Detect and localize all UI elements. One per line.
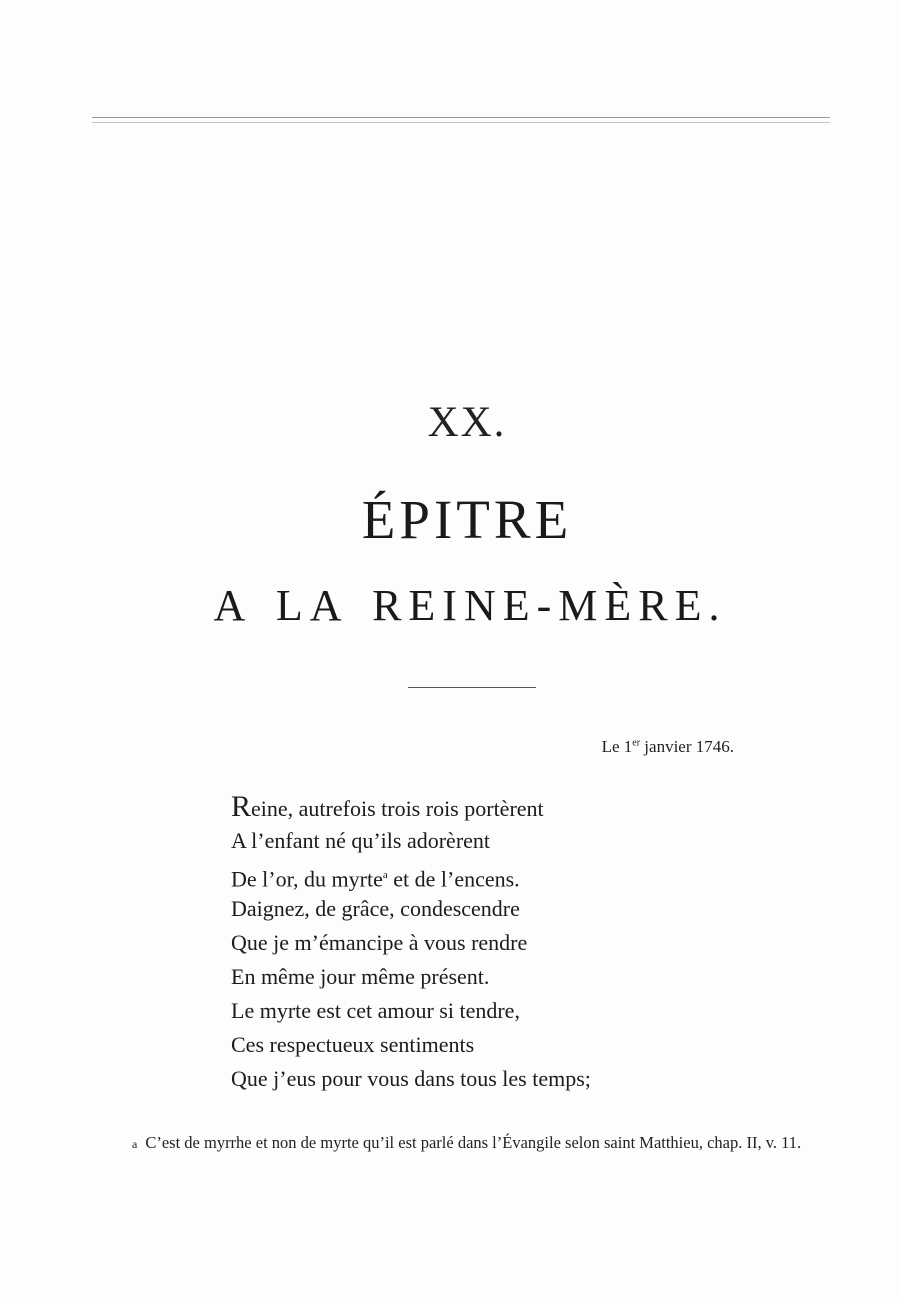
footnote-reference: a (382, 869, 388, 881)
title-divider (408, 687, 536, 688)
top-rule (92, 117, 830, 118)
verse-8: Ces respectueux sentiments (231, 1032, 475, 1057)
verse-5: Que je m’émancipe à vous rendre (231, 930, 528, 955)
verse-2: A l’enfant né qu’ils adorèrent (231, 828, 491, 853)
title-line-2: A LA REINE-MÈRE. (213, 581, 727, 630)
dateline-superscript: er (632, 737, 641, 749)
verse-6: En même jour même présent. (231, 964, 490, 989)
footnote-text: C’est de myrrhe et non de myrte qu’il est parlé dans l’Évangile selon saint Matthieu, chap. II, v. 11. (145, 1133, 802, 1152)
verse-7: Le myrte est cet amour si tendre, (231, 998, 520, 1023)
verse-9: Que j’eus pour vous dans tous les temps; (231, 1066, 591, 1091)
verse-3 (231, 858, 751, 892)
dateline (602, 737, 734, 757)
footnote-marker: a (132, 1137, 138, 1151)
title-line-1: ÉPITRE (361, 489, 573, 550)
dateline-prefix: Le 1 (601, 737, 633, 756)
dateline-suffix: janvier 1746. (640, 737, 734, 756)
section-numeral: XX. (427, 399, 507, 446)
top-rule-secondary (92, 122, 830, 123)
verse-1 (231, 790, 751, 824)
drop-cap: R (231, 790, 252, 823)
verse-1-text: eine, autrefois trois rois portèrent (251, 796, 544, 821)
verse-4: Daignez, de grâce, condescendre (231, 896, 520, 921)
footnote (105, 1127, 850, 1160)
poem (231, 790, 751, 1096)
verse-3-end: et de l’encens. (387, 866, 520, 892)
verse-3-start: De l’or, du myrte (231, 866, 383, 892)
